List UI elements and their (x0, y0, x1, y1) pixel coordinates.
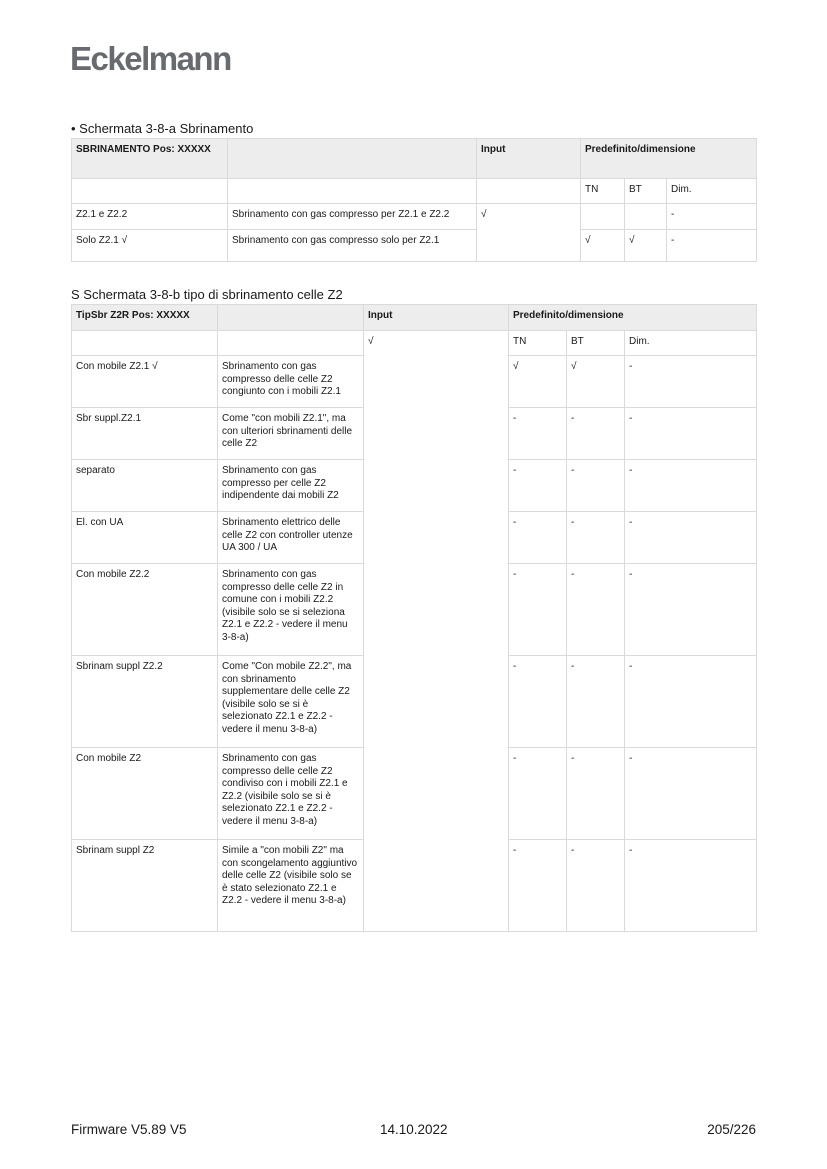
row-input: √ (364, 331, 509, 932)
row-tn: - (509, 460, 567, 512)
row-bt: √ (567, 356, 625, 408)
footer-page-number: 205/226 (707, 1122, 756, 1137)
row-bt: - (567, 564, 625, 656)
row-name: Sbrinam suppl Z2.2 (72, 656, 218, 748)
row-name: Con mobile Z2.1 √ (72, 356, 218, 408)
table-row (72, 204, 757, 230)
row-dim: - (625, 840, 757, 932)
table-row (72, 230, 757, 262)
row-description: Sbrinamento con gas compresso solo per Z2.1 (228, 230, 477, 262)
header-input: Input (477, 139, 581, 179)
row-description: Sbrinamento con gas compresso delle celle Z2 condiviso con i mobili Z2.1 e Z2.2 (visibile solo se si è selezionato Z2.1 e Z2.2 - vedere il menu 3-8-a) (218, 748, 364, 840)
row-dim: - (667, 230, 757, 262)
header-description (218, 305, 364, 331)
row-description: Sbrinamento con gas compresso delle celle Z2 congiunto con i mobili Z2.1 (218, 356, 364, 408)
table-header-row (72, 305, 757, 331)
row-bt: √ (625, 230, 667, 262)
header-name: SBRINAMENTO Pos: XXXXX (72, 139, 228, 179)
row-tn: - (509, 564, 567, 656)
row-tn: √ (509, 356, 567, 408)
section-title-tipo-sbrinamento: S Schermata 3-8-b tipo di sbrinamento celle Z2 (71, 287, 343, 302)
subheader-dim: Dim. (667, 179, 757, 204)
eckelmann-logo: Eckelmann (70, 40, 231, 77)
footer-firmware: Firmware V5.89 V5 (71, 1122, 187, 1137)
subheader-bt: BT (625, 179, 667, 204)
row-dim: - (625, 656, 757, 748)
row-name: Sbrinam suppl Z2 (72, 840, 218, 932)
row-bt: - (567, 408, 625, 460)
subheader-tn: TN (581, 179, 625, 204)
row-bt (625, 204, 667, 230)
table-subheader-row (72, 179, 757, 204)
row-description: Sbrinamento con gas compresso delle celle Z2 in comune con i mobili Z2.2 (visibile solo se si seleziona Z2.1 e Z2.2 - vedere il menu 3-8-a) (218, 564, 364, 656)
table-subheader-row (72, 331, 757, 356)
header-name: TipSbr Z2R Pos: XXXXX (72, 305, 218, 331)
table-header-row (72, 139, 757, 179)
row-name: Sbr suppl.Z2.1 (72, 408, 218, 460)
row-dim: - (625, 408, 757, 460)
header-default: Predefinito/dimensione (509, 305, 757, 331)
section-title-sbrinamento: • Schermata 3-8-a Sbrinamento (71, 121, 254, 136)
footer-date: 14.10.2022 (380, 1122, 448, 1137)
row-input: √ (477, 204, 581, 262)
row-description: Sbrinamento con gas compresso per celle Z2 indipendente dai mobili Z2 (218, 460, 364, 512)
row-description: Sbrinamento con gas compresso per Z2.1 e Z2.2 (228, 204, 477, 230)
row-dim: - (625, 512, 757, 564)
row-name: Z2.1 e Z2.2 (72, 204, 228, 230)
row-dim: - (667, 204, 757, 230)
row-name: separato (72, 460, 218, 512)
row-name: El. con UA (72, 512, 218, 564)
table-sbrinamento (71, 138, 757, 262)
row-bt: - (567, 656, 625, 748)
subheader-dim: Dim. (625, 331, 757, 356)
row-tn: - (509, 656, 567, 748)
row-tn: - (509, 840, 567, 932)
row-bt: - (567, 460, 625, 512)
row-dim: - (625, 460, 757, 512)
table-tipo-sbrinamento (71, 304, 757, 932)
row-name: Solo Z2.1 √ (72, 230, 228, 262)
row-dim: - (625, 356, 757, 408)
subheader-bt: BT (567, 331, 625, 356)
row-dim: - (625, 564, 757, 656)
row-description: Come "con mobili Z2.1", ma con ulteriori sbrinamenti delle celle Z2 (218, 408, 364, 460)
row-dim: - (625, 748, 757, 840)
row-name: Con mobile Z2.2 (72, 564, 218, 656)
row-bt: - (567, 840, 625, 932)
row-description: Come "Con mobile Z2.2", ma con sbrinamento supplementare delle celle Z2 (visibile solo se si è selezionato Z2.1 e Z2.2 - vedere il menu 3-8-a) (218, 656, 364, 748)
row-bt: - (567, 512, 625, 564)
subheader-tn: TN (509, 331, 567, 356)
row-tn: - (509, 748, 567, 840)
row-tn: √ (581, 230, 625, 262)
header-description (228, 139, 477, 179)
header-default: Predefinito/dimensione (581, 139, 757, 179)
row-description: Sbrinamento elettrico delle celle Z2 con controller utenze UA 300 / UA (218, 512, 364, 564)
row-bt: - (567, 748, 625, 840)
row-name: Con mobile Z2 (72, 748, 218, 840)
row-tn: - (509, 512, 567, 564)
header-input: Input (364, 305, 509, 331)
row-tn: - (509, 408, 567, 460)
row-tn (581, 204, 625, 230)
row-description: Simile a "con mobili Z2" ma con scongelamento aggiuntivo delle celle Z2 (visibile solo se è stato selezionato Z2.1 e Z2.2 - vedere il menu 3-8-a) (218, 840, 364, 932)
